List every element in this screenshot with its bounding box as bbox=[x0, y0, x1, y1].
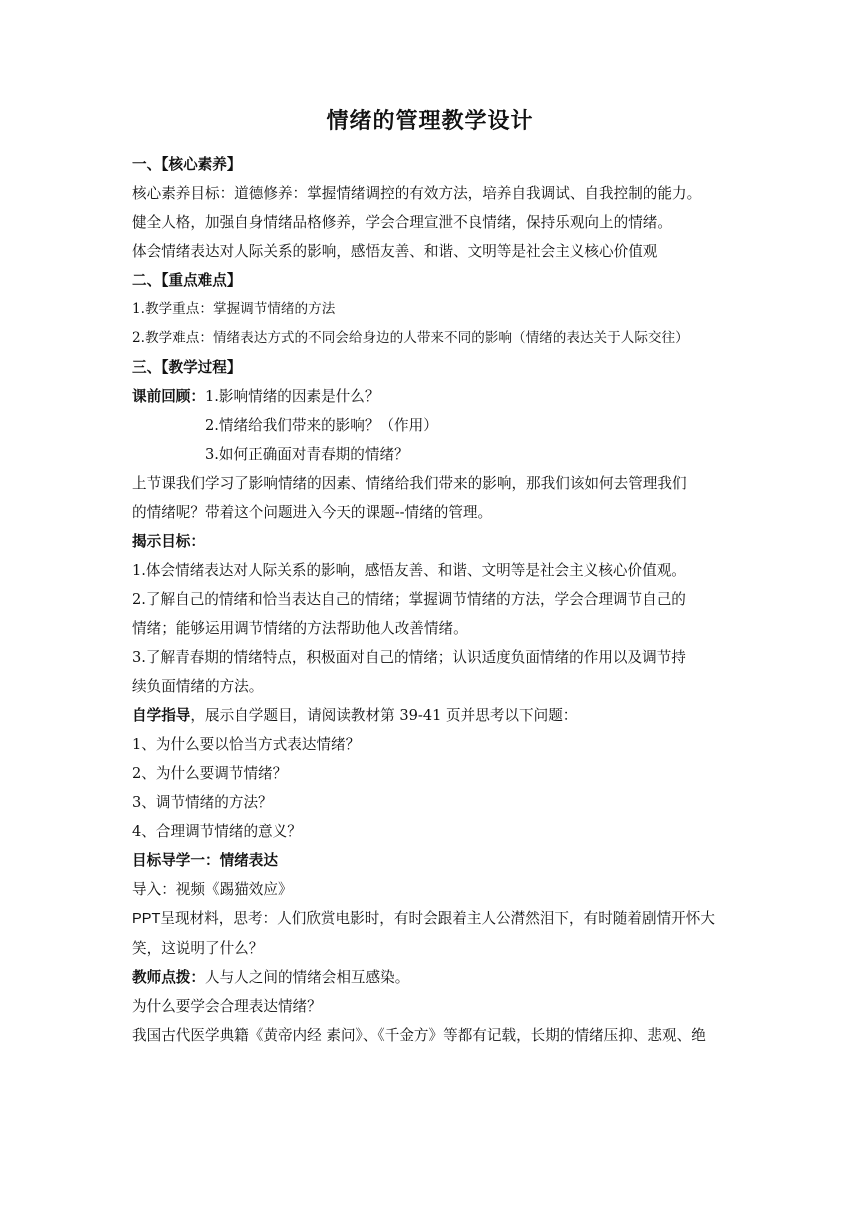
document-body bbox=[132, 150, 737, 1050]
paragraph-line: 健全人格，加强自身情绪品格修养，学会合理宣泄不良情绪，保持乐观向上的情绪。 bbox=[132, 214, 672, 231]
goal-item: 续负面情绪的方法。 bbox=[132, 678, 264, 695]
question-item: 2、为什么要调节情绪？ bbox=[132, 765, 288, 782]
review-question: 1.影响情绪的因素是什么？ bbox=[204, 388, 380, 405]
question-item: 4、合理调节情绪的意义？ bbox=[132, 823, 302, 840]
paragraph-line: 导入：视频《踢猫效应》 bbox=[132, 881, 293, 898]
question-item: 3、调节情绪的方法？ bbox=[132, 794, 273, 811]
paragraph-line: 为什么要学会合理表达情绪？ bbox=[132, 998, 322, 1015]
section-heading-key-points: 二、【重点难点】 bbox=[132, 272, 242, 289]
section-heading-process: 三、【教学过程】 bbox=[132, 359, 242, 376]
ppt-text: 呈现材料，思考：人们欣赏电影时，有时会跟着主人公潸然泪下，有时随着剧情开怀大 bbox=[160, 910, 715, 927]
goal-item: 1.体会情绪表达对人际关系的影响，感悟友善、和谐、文明等是社会主义核心价值观。 bbox=[132, 562, 686, 579]
paragraph-line: 我国古代医学典籍《黄帝内经 素问》、《千金方》等都有记载，长期的情绪压抑、悲观、绝 bbox=[132, 1027, 706, 1044]
review-label: 课前回顾： bbox=[132, 388, 205, 405]
section-heading-core: 一、【核心素养】 bbox=[132, 156, 242, 173]
self-study-line bbox=[132, 701, 737, 730]
teacher-line bbox=[132, 963, 737, 992]
paragraph-line: 1.教学重点：掌握调节情绪的方法 bbox=[132, 301, 336, 317]
review-line bbox=[132, 382, 737, 411]
target-heading: 目标导学一：情绪表达 bbox=[132, 852, 278, 869]
goal-item: 3.了解青春期的情绪特点，积极面对自己的情绪；认识适度负面情绪的作用以及调节持 bbox=[132, 649, 686, 666]
teacher-label: 教师点拨： bbox=[132, 969, 205, 986]
self-study-text: ，展示自学题目，请阅读教材第 39-41 页并思考以下问题： bbox=[190, 707, 578, 724]
page-title: 情绪的管理教学设计 bbox=[326, 109, 534, 134]
teacher-text: 人与人之间的情绪会相互感染。 bbox=[204, 969, 410, 986]
paragraph-line: 上节课我们学习了影响情绪的因素、情绪给我们带来的影响，那我们该如何去管理我们 bbox=[132, 475, 687, 492]
paragraph-line: 的情绪呢？带着这个问题进入今天的课题--情绪的管理。 bbox=[132, 504, 493, 521]
paragraph-line bbox=[132, 904, 737, 934]
goals-label: 揭示目标： bbox=[132, 533, 205, 550]
review-question: 3.如何正确面对青春期的情绪？ bbox=[205, 446, 409, 463]
ppt-prefix: PPT bbox=[132, 911, 161, 927]
self-study-label: 自学指导 bbox=[132, 707, 191, 724]
goal-item: 2.了解自己的情绪和恰当表达自己的情绪；掌握调节情绪的方法，学会合理调节自己的 bbox=[132, 591, 686, 608]
goal-item: 情绪；能够运用调节情绪的方法帮助他人改善情绪。 bbox=[132, 620, 468, 637]
paragraph-line: 核心素养目标：道德修养：掌握情绪调控的有效方法，培养自我调试、自我控制的能力。 bbox=[132, 185, 702, 202]
paragraph-line: 2.教学难点：情绪表达方式的不同会给身边的人带来不同的影响（情绪的表达关于人际交往） bbox=[132, 330, 689, 346]
question-item: 1、为什么要以恰当方式表达情绪？ bbox=[132, 736, 361, 753]
review-question: 2.情绪给我们带来的影响？（作用） bbox=[205, 417, 438, 434]
paragraph-line: 笑，这说明了什么？ bbox=[132, 940, 264, 957]
paragraph-line: 体会情绪表达对人际关系的影响，感悟友善、和谐、文明等是社会主义核心价值观 bbox=[132, 243, 658, 260]
